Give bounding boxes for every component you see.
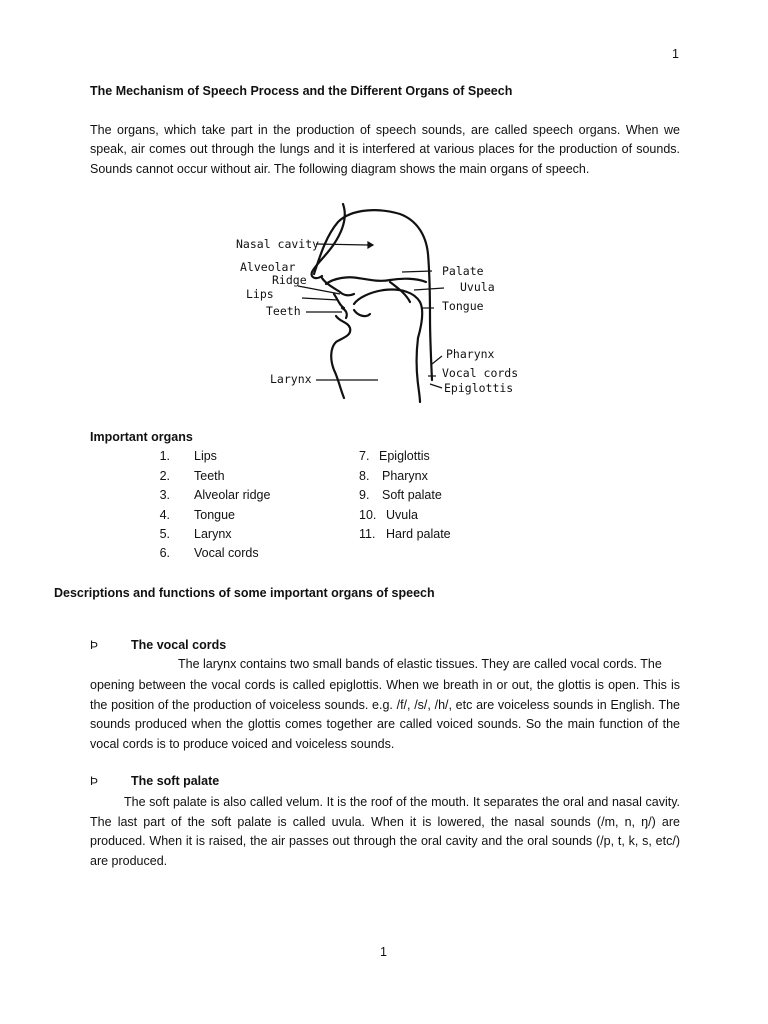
bottom-page-number: 1	[380, 945, 387, 959]
label-alveolar: Alveolar	[240, 260, 296, 274]
list-item: Soft palate	[382, 488, 442, 502]
list-number: 10.	[359, 508, 377, 522]
vocal-cords-heading: The vocal cords	[131, 638, 227, 652]
list-item: Teeth	[194, 469, 225, 483]
label-lips: Lips	[246, 287, 274, 301]
important-organs-heading: Important organs	[90, 430, 193, 444]
bullet-icon: Þ	[90, 638, 99, 652]
speech-organs-diagram	[230, 198, 530, 403]
list-item: Tongue	[194, 508, 236, 522]
label-nasal-cavity: Nasal cavity	[236, 237, 320, 251]
soft-palate-paragraph: The soft palate is also called velum. It is the roof of the mouth. It separates the oral and nasal cavity. The last part of the soft palate is called uvula. When it is lowered, the nasal sounds (/m, n, ŋ/) are produced. When it is raised, the air passes out through the oral cavity and the oral sounds (/p, t, k, s, etc/) are produced.	[90, 795, 680, 868]
label-pharynx: Pharynx	[446, 347, 495, 361]
list-item: Lips	[194, 449, 217, 463]
descriptions-heading: Descriptions and functions of some important organs of speech	[54, 586, 435, 600]
list-item: Epiglottis	[379, 449, 430, 463]
palate-line	[326, 277, 426, 284]
list-item: Pharynx	[382, 469, 428, 483]
intro-paragraph: The organs, which take part in the production of speech sounds, are called speech organs. When we speak, air comes out through the lungs and it is interfered at various places for the production of sounds. Sounds cannot occur without air. The following diagram shows the main organs of speech.	[90, 123, 680, 176]
top-page-number: 1	[672, 47, 679, 61]
list-number: 5.	[159, 527, 170, 541]
list-number: 8.	[359, 469, 370, 483]
label-ridge: Ridge	[272, 273, 307, 287]
label-palate: Palate	[442, 264, 484, 278]
list-number: 2.	[159, 469, 170, 483]
list-number: 7.	[359, 449, 370, 463]
bullet-icon: Þ	[90, 774, 99, 788]
vocal-cords-paragraph: opening between the vocal cords is called epiglottis. When we breath in or out, the glottis is open. This is the position of the production of voiceless sounds. e.g. /f/, /s/, /h/, etc are voiceless sounds in English. The sounds produced when the glottis comes together are called voiced sounds. So the main function of the vocal cords is to produce voiced and voiceless sounds.	[90, 678, 680, 751]
label-epiglottis: Epiglottis	[444, 381, 514, 395]
label-tongue: Tongue	[442, 299, 484, 313]
pharynx-wall	[417, 338, 421, 402]
label-uvula: Uvula	[460, 280, 495, 294]
vocal-cords-first-line: The larynx contains two small bands of elastic tissues. They are called vocal cords. The	[178, 657, 662, 671]
label-teeth: Teeth	[266, 304, 301, 318]
list-item: Hard palate	[386, 527, 451, 541]
list-item: Alveolar ridge	[194, 488, 271, 502]
label-vocal-cords: Vocal cords	[442, 366, 519, 380]
list-number: 3.	[159, 488, 170, 502]
list-number: 11.	[359, 527, 376, 541]
list-item: Vocal cords	[194, 546, 259, 560]
list-item: Uvula	[386, 508, 418, 522]
list-number: 9.	[359, 488, 370, 502]
list-item: Larynx	[194, 527, 232, 541]
jaw-outline	[331, 316, 350, 398]
label-larynx: Larynx	[270, 372, 312, 386]
upper-lip	[334, 294, 344, 308]
soft-palate-heading: The soft palate	[131, 774, 220, 788]
list-number: 4.	[159, 508, 170, 522]
lower-mouth-outline	[354, 310, 370, 316]
list-number: 6.	[159, 546, 170, 560]
alveolar-ridge	[322, 278, 354, 295]
list-number: 1.	[159, 449, 170, 463]
teeth-outline	[342, 308, 347, 318]
document-title: The Mechanism of Speech Process and the Different Organs of Speech	[90, 84, 513, 98]
tongue-outline	[354, 290, 422, 339]
